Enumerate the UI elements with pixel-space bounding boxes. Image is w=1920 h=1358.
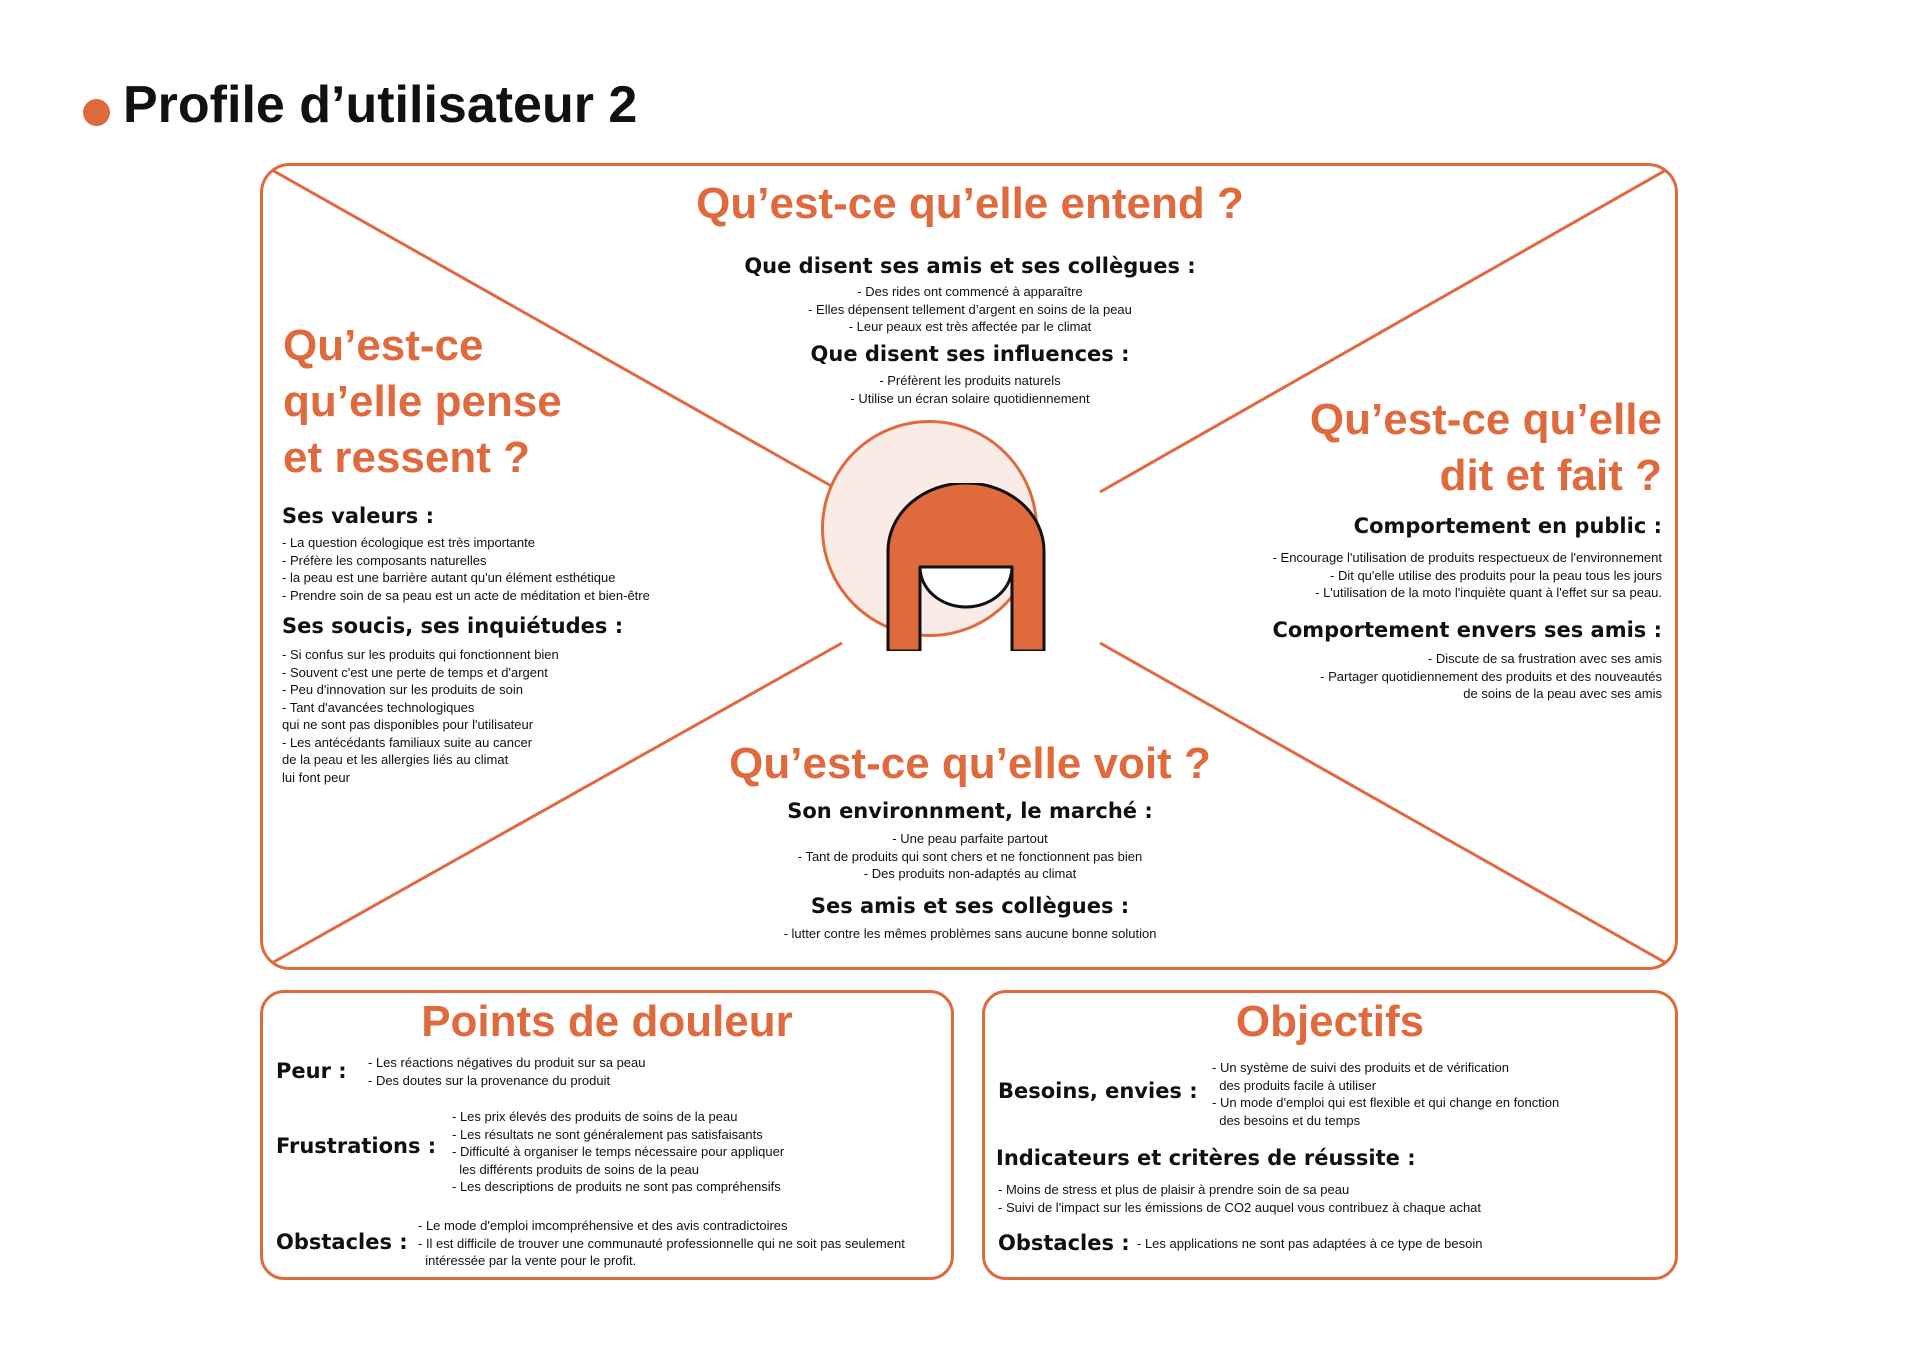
hears-friends-list [570, 283, 1370, 336]
list-item: - Les réactions négatives du produit sur sa peau [368, 1055, 646, 1070]
says-title-line: Qu’est-ce qu’elle [1309, 395, 1662, 444]
list-item: - Prendre soin de sa peau est un acte de méditation et bien-être [282, 587, 650, 603]
says-friends-heading: Comportement envers ses amis : [1272, 618, 1662, 642]
list-item: - Tant d'avancées technologiques [282, 699, 475, 715]
sees-market-heading: Son environnment, le marché : [787, 799, 1153, 823]
says-public-list [1273, 549, 1662, 602]
list-item: - Peu d'innovation sur les produits de soin [282, 682, 523, 697]
sees-title: Qu’est-ce qu’elle voit ? [729, 739, 1211, 788]
list-item: - Des doutes sur la provenance du produit [368, 1072, 611, 1088]
list-item: - Il est difficile de trouver une communauté professionnelle qui ne soit pas seulement [418, 1235, 905, 1251]
list-item: - Les antécédants familiaux suite au cancer [282, 734, 533, 750]
list-item: - Dit qu'elle utilise des produits pour la peau tous les jours [1330, 567, 1662, 583]
list-item: - Un mode d'emploi qui est flexible et qui change en fonction [1212, 1095, 1560, 1110]
list-item: - Des rides ont commencé à apparaître [857, 284, 1083, 299]
list-item: - Les résultats ne sont généralement pas satisfaisants [452, 1126, 763, 1142]
list-item: les différents produits de soins de la peau [452, 1161, 699, 1177]
list-item: - Le mode d'emploi imcompréhensive et des avis contradictoires [418, 1218, 788, 1233]
page-title: Profile d’utilisateur 2 [123, 76, 638, 134]
goals-obstacles-list [1137, 1235, 1482, 1253]
thinks-values-heading: Ses valeurs : [282, 504, 434, 528]
pain-points-title: Points de douleur [421, 997, 793, 1046]
list-item: - Elles dépensent tellement d’argent en soins de la peau [808, 301, 1132, 317]
list-item: - Si confus sur les produits qui fonctionnent bien [282, 647, 559, 662]
list-item: - Des produits non-adaptés au climat [863, 866, 1077, 881]
list-item: lui font peur [282, 769, 350, 785]
list-item: - Les descriptions de produits ne sont pas compréhensifs [452, 1179, 781, 1194]
list-item: - Les prix élevés des produits de soins de la peau [452, 1109, 738, 1124]
list-item: - Souvent c'est une perte de temps et d'argent [282, 664, 548, 680]
list-item: - Partager quotidiennement des produits et des nouveautés [1320, 668, 1662, 684]
goals-needs-list [1212, 1059, 1559, 1129]
pain-obstacles-list [418, 1217, 905, 1270]
thinks-title-line: qu’elle pense [283, 377, 562, 426]
pain-frustrations-label: Frustrations : [276, 1134, 437, 1158]
list-item: qui ne sont pas disponibles pour l'utilisateur [282, 717, 534, 732]
list-item: - Les applications ne sont pas adaptées à ce type de besoin [1137, 1236, 1483, 1251]
person-avatar-icon [880, 483, 1052, 651]
thinks-worries-list [282, 646, 559, 786]
thinks-title-line: et ressent ? [283, 433, 530, 482]
sees-friends-list [570, 925, 1370, 943]
sees-market-list [570, 830, 1370, 883]
sees-friends-heading: Ses amis et ses collègues : [810, 894, 1130, 918]
list-item: - Encourage l'utilisation de produits respectueux de l'environnement [1272, 550, 1662, 565]
thinks-values-list [282, 534, 650, 604]
hears-title: Qu’est-ce qu’elle entend ? [696, 179, 1244, 228]
list-item: - Préfèrent les produits naturels [879, 373, 1061, 388]
list-item: - la peau est une barrière autant qu'un élément esthétique [282, 570, 616, 585]
thinks-title [283, 318, 562, 486]
says-title-line: dit et fait ? [1439, 451, 1662, 500]
says-title [1310, 392, 1662, 504]
pain-fear-label: Peur : [276, 1059, 347, 1083]
list-item: - Tant de produits qui sont chers et ne fonctionnent pas bien [797, 848, 1143, 864]
list-item: des produits facile à utiliser [1212, 1077, 1377, 1093]
pain-obstacles-label: Obstacles : [276, 1230, 408, 1254]
list-item: - lutter contre les mêmes problèmes sans aucune bonne solution [783, 926, 1157, 941]
list-item: - Moins de stress et plus de plaisir à prendre soin de sa peau [998, 1182, 1350, 1197]
list-item: de la peau et les allergies liés au climat [282, 752, 509, 767]
list-item: - La question écologique est très importante [282, 535, 535, 550]
list-item: - Préfère les composants naturelles [282, 552, 487, 568]
list-item: - Utilise un écran solaire quotidiennement [850, 390, 1090, 406]
hears-influences-heading: Que disent ses influences : [810, 342, 1130, 366]
list-item: des besoins et du temps [1212, 1112, 1361, 1128]
goals-obstacles-label: Obstacles : [998, 1231, 1130, 1255]
hears-influences-list [570, 372, 1370, 407]
pain-frustrations-list [452, 1108, 784, 1196]
goals-indicators-list [998, 1181, 1481, 1216]
hears-friends-heading: Que disent ses amis et ses collègues : [744, 254, 1196, 278]
list-item: - Un système de suivi des produits et de vérification [1212, 1060, 1509, 1075]
list-item: - Difficulté à organiser le temps nécessaire pour appliquer [452, 1144, 785, 1159]
list-item: - Une peau parfaite partout [892, 831, 1048, 846]
list-item: - Suivi de l'impact sur les émissions de CO2 auquel vous contribuez à chaque achat [998, 1199, 1482, 1215]
thinks-worries-heading: Ses soucis, ses inquiétudes : [282, 614, 624, 638]
list-item: intéressée par la vente pour le profit. [418, 1253, 637, 1268]
says-public-heading: Comportement en public : [1353, 514, 1662, 538]
list-item: - Discute de sa frustration avec ses amis [1427, 651, 1662, 666]
list-item: - Leur peaux est très affectée par le climat [848, 319, 1092, 334]
says-friends-list [1320, 650, 1662, 703]
goals-title: Objectifs [1235, 997, 1425, 1046]
pain-fear-list [368, 1054, 646, 1089]
list-item: de soins de la peau avec ses amis [1463, 686, 1662, 701]
goals-needs-label: Besoins, envies : [998, 1079, 1198, 1103]
goals-indicators-label: Indicateurs et critères de réussite : [996, 1146, 1416, 1170]
list-item: - L'utilisation de la moto l'inquiète quant à l'effet sur sa peau. [1315, 585, 1662, 600]
thinks-title-line: Qu’est-ce [283, 321, 484, 370]
